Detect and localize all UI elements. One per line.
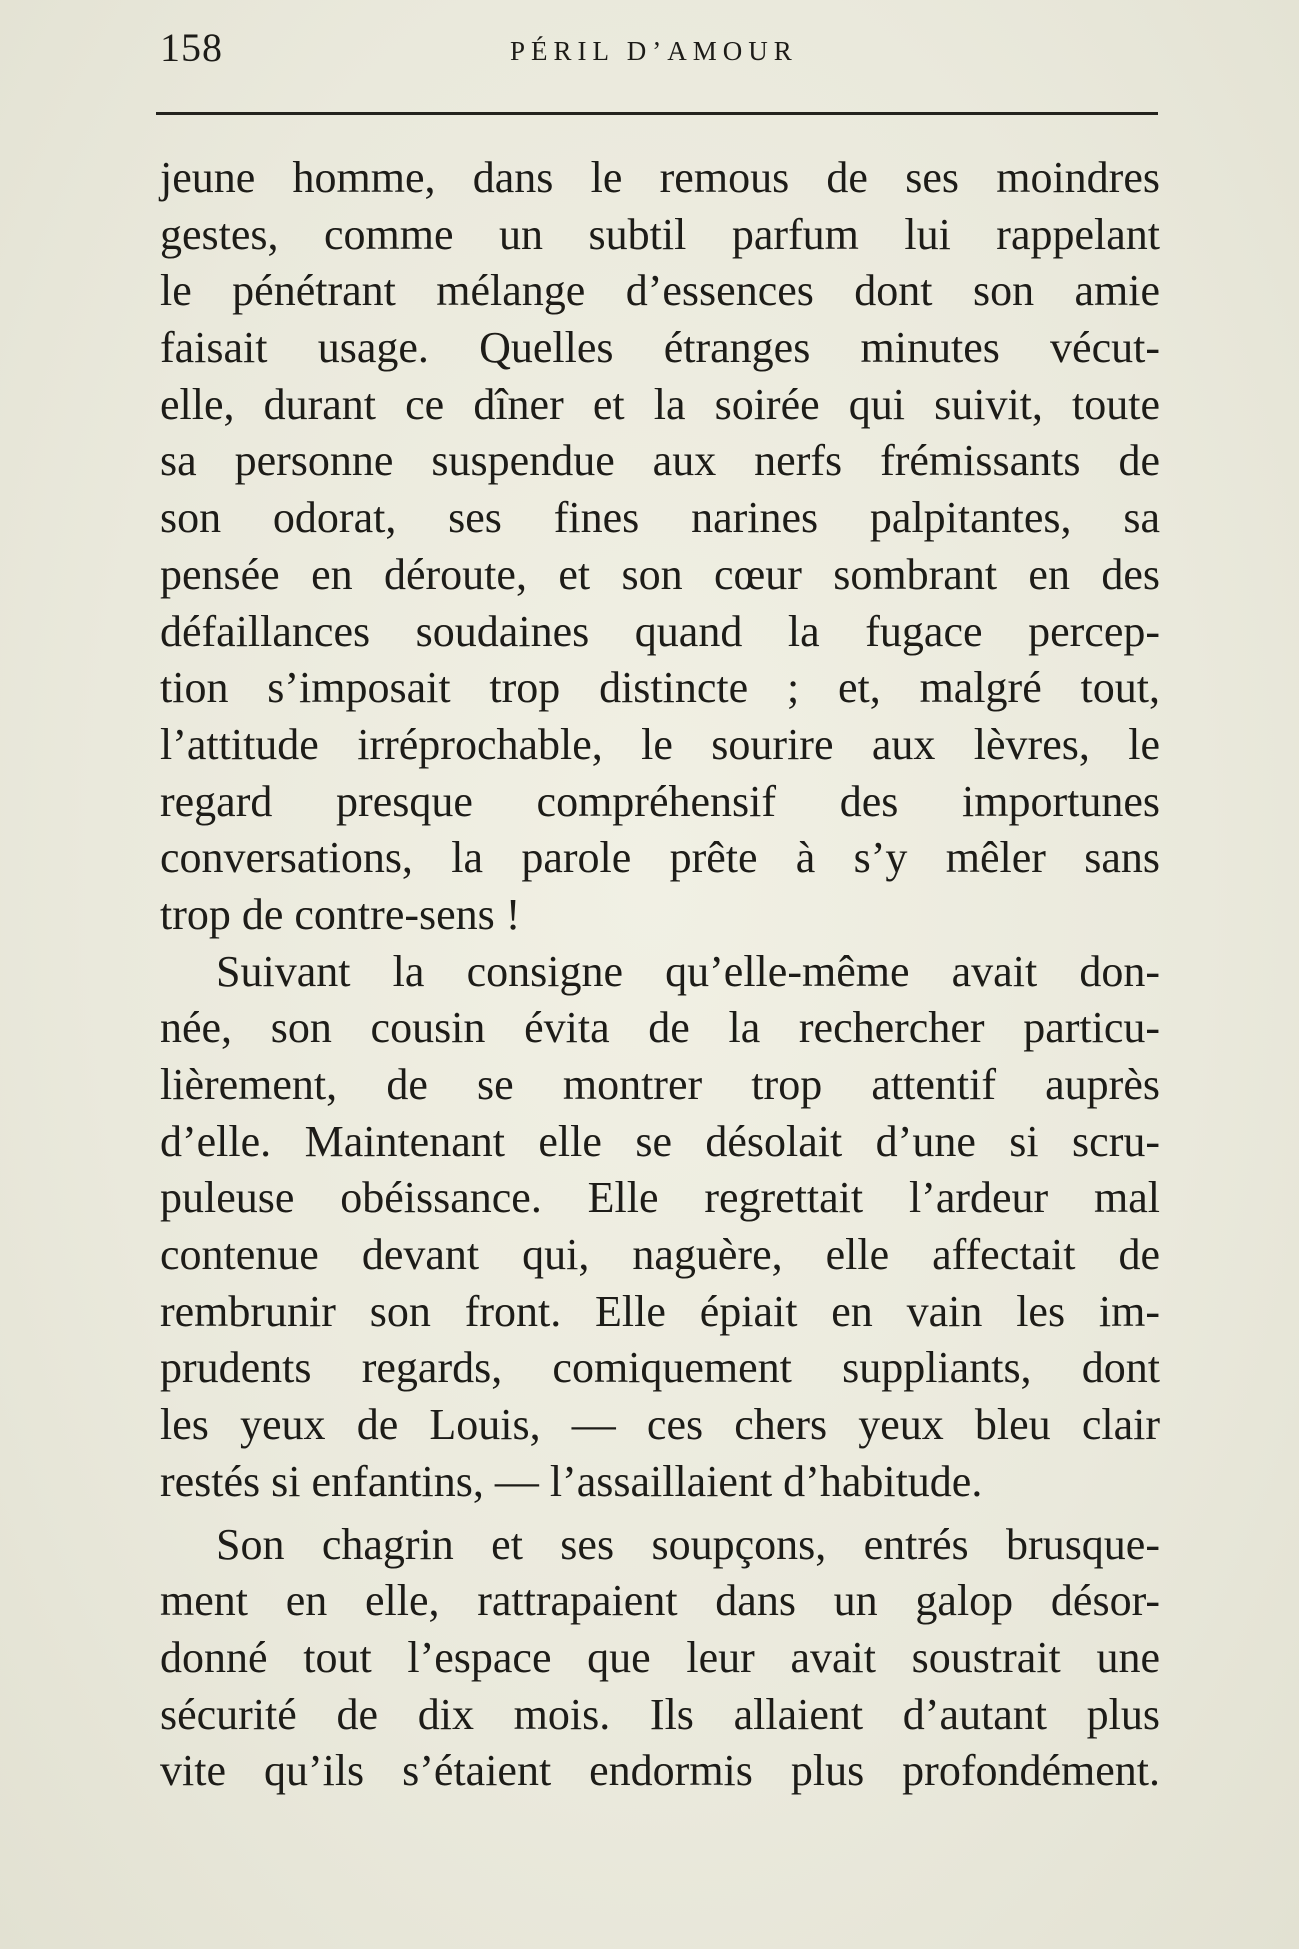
running-title: PÉRIL D’AMOUR [510, 36, 798, 66]
text-line: ment en elle, rattrapaient dans un galop désor- [160, 1576, 1160, 1626]
page-number: 158 [160, 25, 223, 70]
text-line: Son chagrin et ses soupçons, entrés brusque- [216, 1519, 1160, 1569]
text-line: restés si enfantins, — l’assaillaient d’habitude. [160, 1456, 983, 1506]
body-text [160, 150, 1160, 1800]
text-line: elle, durant ce dîner et la soirée qui suivit, toute [160, 379, 1160, 429]
text-line: jeune homme, dans le remous de ses moindres [160, 153, 1160, 202]
text-line: d’elle. Maintenant elle se désolait d’une si scru- [160, 1116, 1160, 1166]
text-line: son odorat, ses fines narines palpitantes, sa [160, 493, 1160, 543]
text-line: rembrunir son front. Elle épiait en vain les im- [160, 1286, 1160, 1336]
text-line: née, son cousin évita de la rechercher particu- [160, 1003, 1160, 1053]
text-line: les yeux de Louis, — ces chers yeux bleu clair [160, 1400, 1160, 1450]
text-line: prudents regards, comiquement suppliants, dont [160, 1343, 1160, 1393]
text-line: lièrement, de se montrer trop attentif auprès [160, 1060, 1160, 1109]
text-line: sécurité de dix mois. Ils allaient d’autant plus [160, 1689, 1160, 1739]
text-line: vite qu’ils s’étaient endormis plus profondément. [160, 1746, 1160, 1796]
paragraph-2 [160, 944, 1160, 1511]
text-line: trop de contre-sens ! [160, 889, 521, 939]
text-line: conversations, la parole prête à s’y mêler sans [160, 833, 1160, 883]
text-line: l’attitude irréprochable, le sourire aux lèvres, le [160, 719, 1160, 769]
text-line: donné tout l’espace que leur avait soustrait une [160, 1632, 1160, 1682]
paragraph-1 [160, 150, 1160, 944]
text-line: faisait usage. Quelles étranges minutes vécut- [160, 323, 1160, 373]
page-header [160, 22, 1160, 82]
text-line: sa personne suspendue aux nerfs frémissants de [160, 436, 1160, 486]
text-line: gestes, comme un subtil parfum lui rappelant [160, 209, 1160, 259]
header-rule [156, 112, 1158, 115]
paragraph-3 [160, 1517, 1160, 1800]
text-line: Suivant la consigne qu’elle-même avait don- [216, 946, 1160, 996]
text-line: contenue devant qui, naguère, elle affectait de [160, 1230, 1160, 1280]
text-line: pensée en déroute, et son cœur sombrant en des [160, 549, 1160, 599]
text-line: regard presque compréhensif des importunes [160, 776, 1160, 826]
text-line: le pénétrant mélange d’essences dont son amie [160, 266, 1160, 316]
text-line: défaillances soudaines quand la fugace percep- [160, 606, 1160, 656]
text-line: puleuse obéissance. Elle regrettait l’ardeur mal [160, 1173, 1160, 1223]
text-line: tion s’imposait trop distincte ; et, malgré tout, [160, 663, 1160, 713]
